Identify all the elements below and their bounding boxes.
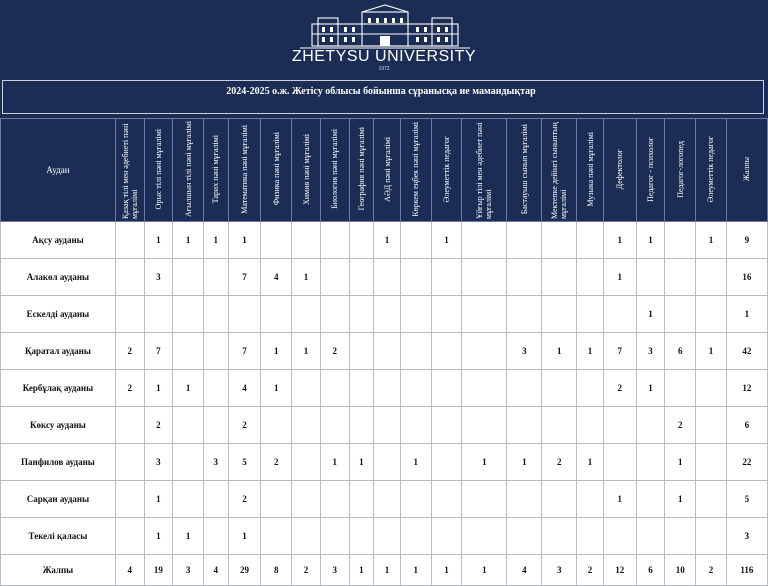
- table-cell: [349, 333, 374, 370]
- table-cell: [204, 518, 229, 555]
- column-header-label: Дефектолог: [615, 148, 625, 190]
- table-cell: [577, 370, 604, 407]
- table-cell: 1: [507, 444, 542, 481]
- table-cell: [292, 296, 321, 333]
- table-cell: 1: [400, 444, 431, 481]
- table-cell: [374, 518, 401, 555]
- table-cell: [115, 259, 144, 296]
- table-cell: [577, 259, 604, 296]
- table-cell: 7: [228, 259, 261, 296]
- table-cell: [374, 407, 401, 444]
- table-cell: 1: [374, 222, 401, 259]
- table-cell: [542, 407, 577, 444]
- table-cell: [431, 296, 462, 333]
- column-header-label: Ұйғыр тілі мен әдебиет пәні мұғалімі: [475, 122, 494, 219]
- table-cell: [173, 407, 204, 444]
- table-cell: 1: [400, 555, 431, 586]
- table-cell: [374, 444, 401, 481]
- table-cell: [636, 407, 665, 444]
- table-body: [1, 222, 768, 586]
- table-cell: [696, 370, 727, 407]
- table-cell: 2: [115, 333, 144, 370]
- column-header: [374, 119, 401, 222]
- table-cell: [349, 296, 374, 333]
- table-cell: [507, 296, 542, 333]
- table-cell: 1: [603, 222, 636, 259]
- table-cell: [374, 296, 401, 333]
- table-cell: 1: [462, 444, 507, 481]
- table-cell: 3: [204, 444, 229, 481]
- table-cell: [320, 259, 349, 296]
- table-cell: [349, 222, 374, 259]
- table-cell: 1: [726, 296, 767, 333]
- table-cell: 1: [144, 481, 173, 518]
- table-cell: [261, 518, 292, 555]
- table-cell: [204, 370, 229, 407]
- table-cell: [173, 333, 204, 370]
- district-name: Жалпы: [1, 555, 116, 586]
- table-cell: [542, 222, 577, 259]
- column-header: [431, 119, 462, 222]
- table-cell: [292, 407, 321, 444]
- table-cell: [320, 370, 349, 407]
- table-cell: [115, 444, 144, 481]
- district-name: Текелі қаласы: [1, 518, 116, 555]
- table-cell: [696, 407, 727, 444]
- table-cell: 4: [204, 555, 229, 586]
- table-cell: [507, 518, 542, 555]
- column-header: [228, 119, 261, 222]
- table-cell: 1: [636, 370, 665, 407]
- table-cell: 1: [228, 518, 261, 555]
- table-cell: [292, 481, 321, 518]
- table-cell: [261, 481, 292, 518]
- table-cell: [462, 370, 507, 407]
- table-cell: 1: [261, 370, 292, 407]
- table-cell: [261, 407, 292, 444]
- table-cell: [400, 481, 431, 518]
- table-row: [1, 333, 768, 370]
- table-cell: 5: [228, 444, 261, 481]
- table-row: [1, 407, 768, 444]
- column-header: [204, 119, 229, 222]
- table-cell: 2: [228, 407, 261, 444]
- table-row: [1, 222, 768, 259]
- table-cell: 1: [292, 333, 321, 370]
- table-cell: [696, 296, 727, 333]
- table-cell: 2: [144, 407, 173, 444]
- table-cell: 1: [349, 444, 374, 481]
- page-title: 2024-2025 о.ж. Жетісу облысы бойынша сұранысқа ие мамандықтар: [226, 86, 536, 97]
- table-cell: 1: [431, 222, 462, 259]
- table-cell: 8: [261, 555, 292, 586]
- district-name: Ақсу ауданы: [1, 222, 116, 259]
- table-cell: 9: [726, 222, 767, 259]
- column-header-label: Қазақ тілі мен әдебиеті пәні мұғалімі: [120, 123, 139, 219]
- district-name: Кербұлақ ауданы: [1, 370, 116, 407]
- table-cell: 1: [144, 518, 173, 555]
- district-name: Сарқан ауданы: [1, 481, 116, 518]
- table-cell: 2: [542, 444, 577, 481]
- table-cell: 1: [542, 333, 577, 370]
- founded-year: 1972: [378, 66, 390, 72]
- table-cell: 6: [726, 407, 767, 444]
- column-header: [144, 119, 173, 222]
- column-header: [462, 119, 507, 222]
- table-cell: 1: [665, 481, 696, 518]
- table-cell: [577, 222, 604, 259]
- table-cell: [292, 222, 321, 259]
- table-cell: [204, 259, 229, 296]
- column-header-district: Аудан: [1, 119, 116, 222]
- table-cell: [400, 222, 431, 259]
- table-cell: 22: [726, 444, 767, 481]
- table-cell: [374, 481, 401, 518]
- table-cell: 3: [507, 333, 542, 370]
- district-name: Көксу ауданы: [1, 407, 116, 444]
- table-cell: [542, 481, 577, 518]
- table-cell: 10: [665, 555, 696, 586]
- table-cell: [636, 259, 665, 296]
- table-cell: 3: [726, 518, 767, 555]
- demand-table: [0, 118, 768, 586]
- table-cell: 29: [228, 555, 261, 586]
- table-cell: [400, 259, 431, 296]
- table-cell: [431, 407, 462, 444]
- table-cell: 2: [665, 407, 696, 444]
- table-cell: [542, 370, 577, 407]
- table-cell: [349, 407, 374, 444]
- table-cell: [431, 370, 462, 407]
- table-cell: [431, 518, 462, 555]
- table-cell: [400, 296, 431, 333]
- table-cell: 1: [462, 555, 507, 586]
- column-header-label: Педагог - психолог: [645, 136, 655, 202]
- table-cell: [696, 259, 727, 296]
- table-cell: [665, 259, 696, 296]
- table-cell: [577, 518, 604, 555]
- table-cell: [603, 296, 636, 333]
- column-header: [577, 119, 604, 222]
- table-cell: [320, 222, 349, 259]
- table-cell: 1: [636, 296, 665, 333]
- table-cell: 1: [204, 222, 229, 259]
- table-cell: 1: [603, 481, 636, 518]
- table-cell: [320, 296, 349, 333]
- total-row: [1, 555, 768, 586]
- table-cell: [400, 333, 431, 370]
- column-header-label: Әлеуметтік педагог: [706, 135, 716, 203]
- column-header: [400, 119, 431, 222]
- table-cell: 19: [144, 555, 173, 586]
- column-header-label: Химия пәні мұғалімі: [301, 133, 311, 205]
- table-cell: 2: [115, 370, 144, 407]
- table-row: [1, 481, 768, 518]
- table-cell: [431, 481, 462, 518]
- table-cell: [696, 518, 727, 555]
- table-cell: 7: [603, 333, 636, 370]
- table-cell: [462, 333, 507, 370]
- table-cell: [320, 407, 349, 444]
- table-cell: [462, 518, 507, 555]
- table-cell: [292, 518, 321, 555]
- table-cell: [462, 296, 507, 333]
- table-cell: [115, 222, 144, 259]
- column-header-label: Орыс тілі пәні мұғалімі: [153, 128, 163, 210]
- column-header-label: Көркем еңбек пәні мұғалімі: [411, 121, 421, 217]
- table-cell: [542, 259, 577, 296]
- table-cell: [292, 444, 321, 481]
- table-cell: [507, 481, 542, 518]
- table-cell: 6: [636, 555, 665, 586]
- table-row: [1, 518, 768, 555]
- column-header: [261, 119, 292, 222]
- table-cell: [374, 333, 401, 370]
- table-cell: [603, 444, 636, 481]
- table-cell: 3: [320, 555, 349, 586]
- table-cell: 1: [603, 259, 636, 296]
- table-cell: [636, 481, 665, 518]
- table-cell: [665, 222, 696, 259]
- table-cell: [665, 370, 696, 407]
- table-cell: [204, 333, 229, 370]
- table-cell: 7: [228, 333, 261, 370]
- column-header-label: География пәні мұғалімі: [356, 127, 366, 211]
- column-header: [542, 119, 577, 222]
- table-cell: 2: [320, 333, 349, 370]
- table-row: [1, 370, 768, 407]
- table-cell: [507, 407, 542, 444]
- table-cell: [665, 518, 696, 555]
- table-cell: [636, 518, 665, 555]
- table-cell: [462, 222, 507, 259]
- table-cell: 1: [577, 444, 604, 481]
- table-cell: [173, 481, 204, 518]
- table-cell: 1: [320, 444, 349, 481]
- column-header-label: Биология пәні мұғалімі: [330, 129, 340, 209]
- column-header-label: Бастауыш сынып мұғалімі: [519, 123, 529, 215]
- table-cell: 1: [144, 222, 173, 259]
- table-cell: 1: [374, 555, 401, 586]
- table-cell: [507, 259, 542, 296]
- table-cell: 1: [173, 222, 204, 259]
- table-cell: [431, 259, 462, 296]
- table-cell: [115, 481, 144, 518]
- column-header: [349, 119, 374, 222]
- table-cell: [261, 222, 292, 259]
- table-cell: [115, 407, 144, 444]
- table-cell: [603, 407, 636, 444]
- table-cell: 1: [349, 555, 374, 586]
- table-cell: 5: [726, 481, 767, 518]
- table-cell: [431, 444, 462, 481]
- table-cell: [462, 407, 507, 444]
- column-header-label: Физика пәні мұғалімі: [271, 132, 281, 206]
- column-header: [603, 119, 636, 222]
- table-cell: 116: [726, 555, 767, 586]
- table-cell: [349, 370, 374, 407]
- table-cell: [228, 296, 261, 333]
- column-header: [115, 119, 144, 222]
- table-cell: [320, 518, 349, 555]
- table-cell: 2: [228, 481, 261, 518]
- table-cell: 3: [636, 333, 665, 370]
- table-cell: 3: [173, 555, 204, 586]
- table-cell: 7: [144, 333, 173, 370]
- table-row: [1, 259, 768, 296]
- column-header: [507, 119, 542, 222]
- column-header: [320, 119, 349, 222]
- table-cell: [603, 518, 636, 555]
- table-cell: 12: [603, 555, 636, 586]
- column-header-label: Музыка пәні мұғалімі: [585, 131, 595, 207]
- table-cell: 12: [726, 370, 767, 407]
- district-name: Алакөл ауданы: [1, 259, 116, 296]
- table-cell: [542, 518, 577, 555]
- table-cell: [577, 481, 604, 518]
- table-cell: [173, 259, 204, 296]
- table-cell: 1: [696, 222, 727, 259]
- table-cell: [577, 296, 604, 333]
- table-cell: 2: [261, 444, 292, 481]
- table-cell: [292, 370, 321, 407]
- table-cell: [374, 259, 401, 296]
- table-cell: 1: [144, 370, 173, 407]
- table-cell: 1: [636, 222, 665, 259]
- table-cell: 1: [577, 333, 604, 370]
- table-cell: 3: [542, 555, 577, 586]
- table-cell: [696, 481, 727, 518]
- table-cell: [400, 518, 431, 555]
- table-cell: 1: [228, 222, 261, 259]
- table-cell: 1: [261, 333, 292, 370]
- table-cell: [431, 333, 462, 370]
- table-cell: [320, 481, 349, 518]
- table-cell: [349, 481, 374, 518]
- table-cell: 1: [665, 444, 696, 481]
- table-cell: [665, 296, 696, 333]
- table-cell: [507, 222, 542, 259]
- table-cell: [507, 370, 542, 407]
- table-cell: [542, 296, 577, 333]
- district-name: Қаратал ауданы: [1, 333, 116, 370]
- table-cell: [115, 518, 144, 555]
- table-cell: [349, 518, 374, 555]
- table-cell: [400, 407, 431, 444]
- table-cell: 1: [292, 259, 321, 296]
- column-header: [636, 119, 665, 222]
- column-header-label: Әлеуметтік педагог: [441, 135, 451, 203]
- table-cell: [374, 370, 401, 407]
- table-cell: 4: [228, 370, 261, 407]
- table-row: [1, 296, 768, 333]
- table-cell: [204, 296, 229, 333]
- table-cell: 3: [144, 444, 173, 481]
- table-cell: 2: [577, 555, 604, 586]
- table-cell: 3: [144, 259, 173, 296]
- column-header-label: Тарих пәні мұғалімі: [211, 134, 221, 204]
- table-cell: 6: [665, 333, 696, 370]
- table-cell: 2: [292, 555, 321, 586]
- table-cell: [636, 444, 665, 481]
- column-header-label: Математика пәні мұғалімі: [240, 124, 250, 214]
- column-header: [665, 119, 696, 222]
- table-cell: [400, 370, 431, 407]
- table-cell: [173, 296, 204, 333]
- table-cell: 16: [726, 259, 767, 296]
- column-header-label: Жалпы: [742, 156, 752, 182]
- table-cell: [349, 259, 374, 296]
- table-cell: 42: [726, 333, 767, 370]
- table-header-row: [1, 119, 768, 222]
- column-header: [173, 119, 204, 222]
- table-row: [1, 444, 768, 481]
- table-cell: 4: [507, 555, 542, 586]
- table-cell: [261, 296, 292, 333]
- column-header: [292, 119, 321, 222]
- table-cell: [115, 296, 144, 333]
- university-name: ZHETYSU UNIVERSITY: [291, 48, 477, 65]
- district-name: Панфилов ауданы: [1, 444, 116, 481]
- table-cell: 2: [603, 370, 636, 407]
- table-cell: 1: [173, 370, 204, 407]
- table-cell: 4: [115, 555, 144, 586]
- district-name: Ескелді ауданы: [1, 296, 116, 333]
- table-cell: [204, 407, 229, 444]
- table-cell: [696, 444, 727, 481]
- column-header-label: Ағылшын тілі пәні мұғалімі: [183, 121, 193, 217]
- table-cell: [462, 481, 507, 518]
- table-cell: [462, 259, 507, 296]
- column-header-label: Педагог-логопед: [675, 140, 685, 198]
- table-cell: [173, 444, 204, 481]
- table-cell: 2: [696, 555, 727, 586]
- table-cell: 1: [696, 333, 727, 370]
- table-cell: 1: [431, 555, 462, 586]
- column-header: [696, 119, 727, 222]
- table-cell: [144, 296, 173, 333]
- column-header-label: АӘД пәні мұғалімі: [382, 136, 392, 202]
- table-cell: 1: [173, 518, 204, 555]
- table-cell: 4: [261, 259, 292, 296]
- column-header: [726, 119, 767, 222]
- column-header-label: Мектепке дейінгі сыныптың мұғалімі: [550, 122, 569, 219]
- table-cell: [204, 481, 229, 518]
- table-cell: [577, 407, 604, 444]
